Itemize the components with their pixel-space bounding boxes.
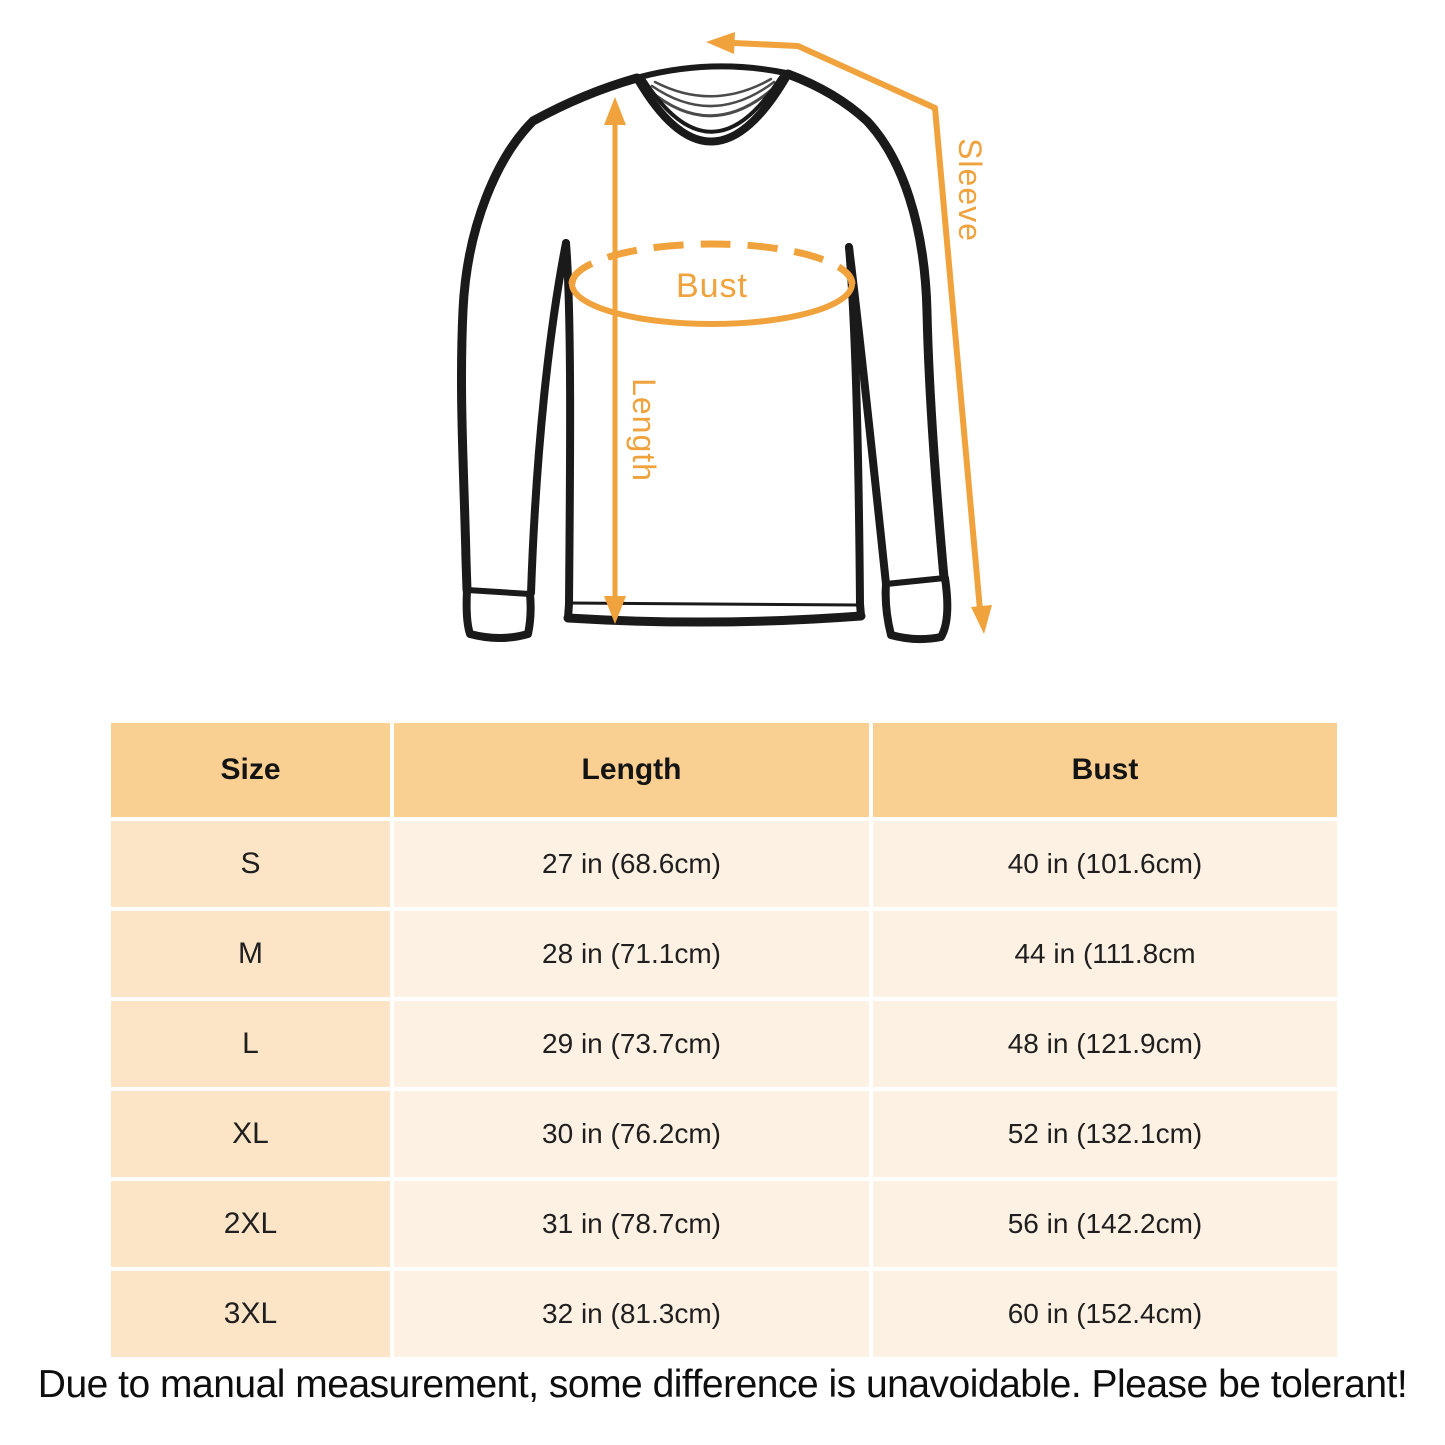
col-header-length: Length xyxy=(394,723,869,817)
col-header-bust: Bust xyxy=(873,723,1337,817)
bust-cell: 44 in (111.8cm xyxy=(873,911,1337,997)
left-cuff xyxy=(467,590,531,638)
length-cell: 28 in (71.1cm) xyxy=(394,911,869,997)
size-cell: 3XL xyxy=(111,1271,390,1357)
length-cell: 30 in (76.2cm) xyxy=(394,1091,869,1177)
body-left-edge xyxy=(566,243,570,618)
size-cell: S xyxy=(111,821,390,907)
right-cuff xyxy=(886,578,948,639)
size-cell: 2XL xyxy=(111,1181,390,1267)
shirt-measurement-diagram xyxy=(0,0,1445,710)
measurement-disclaimer: Due to manual measurement, some difference is unavoidable. Please be tolerant! xyxy=(37,1363,1408,1406)
hem-bottom-line xyxy=(568,616,861,622)
size-cell: M xyxy=(111,911,390,997)
sleeve-arrowhead-left xyxy=(706,32,735,54)
length-measurement-arrow xyxy=(604,97,626,624)
bust-cell: 56 in (142.2cm) xyxy=(873,1181,1337,1267)
length-cell: 29 in (73.7cm) xyxy=(394,1001,869,1087)
bust-cell: 60 in (152.4cm) xyxy=(873,1271,1337,1357)
length-cell: 32 in (81.3cm) xyxy=(394,1271,869,1357)
bust-label: Bust xyxy=(675,267,749,305)
length-cell: 31 in (78.7cm) xyxy=(394,1181,869,1267)
size-table xyxy=(111,723,1337,1357)
bust-cell: 48 in (121.9cm) xyxy=(873,1001,1337,1087)
bust-cell: 40 in (101.6cm) xyxy=(873,821,1337,907)
length-label: Length xyxy=(626,378,662,482)
left-sleeve-inner xyxy=(531,243,566,593)
size-cell: L xyxy=(111,1001,390,1087)
bust-cell: 52 in (132.1cm) xyxy=(873,1091,1337,1177)
size-cell: XL xyxy=(111,1091,390,1177)
col-header-size: Size xyxy=(111,723,390,817)
sleeve-arrowhead-down xyxy=(971,605,992,634)
collar xyxy=(637,66,788,141)
length-cell: 27 in (68.6cm) xyxy=(394,821,869,907)
right-sleeve-outer xyxy=(788,74,944,578)
length-arrowhead-up xyxy=(604,97,626,125)
shirt-outline xyxy=(461,66,947,639)
sleeve-label: Sleeve xyxy=(952,138,988,242)
